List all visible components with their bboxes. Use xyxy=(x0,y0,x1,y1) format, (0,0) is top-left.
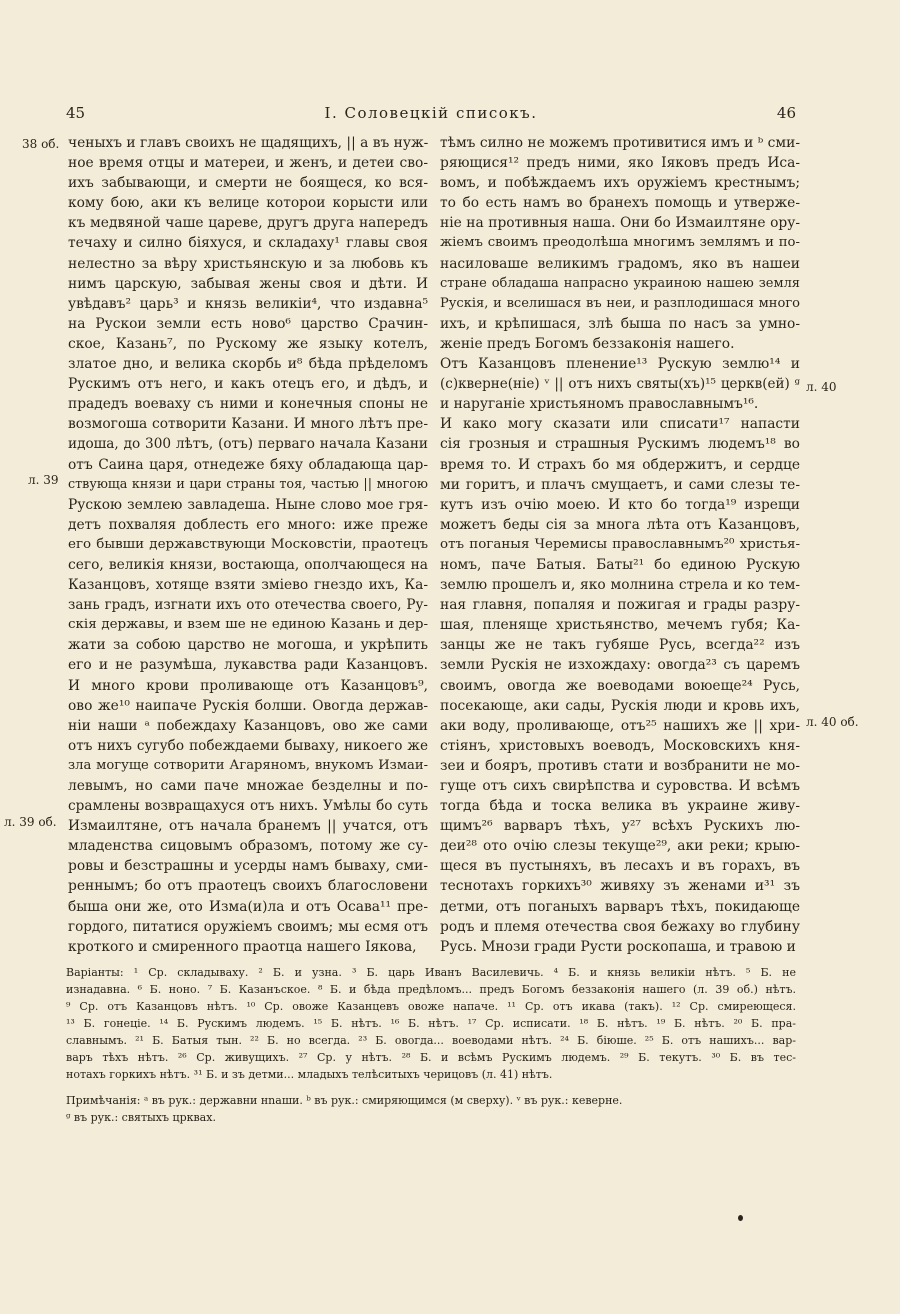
page-number-right: 46 xyxy=(776,104,796,122)
folio-note-left: 38 об. xyxy=(22,137,60,151)
text-line: Русь. Мнози гради Русти роскопаша, и травою и xyxy=(440,938,796,955)
text-line: ченыхъ и главъ своихъ не щадящихъ, || а въ нуж- xyxy=(68,135,429,151)
folio-note-left: л. 39 xyxy=(28,473,59,487)
text-line: къ медвяной чаше цареве, другъ друга напередъ xyxy=(68,215,428,232)
text-line: щеся въ пустыняхъ, въ лесахъ и въ горахъ, въ xyxy=(440,858,800,875)
text-line: время то. И страхъ бо мя обдержитъ, и сердце xyxy=(440,456,800,473)
text-line: нiи наши ᵃ побеждаху Казанцовъ, ово же сами xyxy=(68,717,428,734)
text-line: возмогоша сотворити Казани. И много лѣтъ пре- xyxy=(68,416,428,433)
text-line: занцы же не такъ губяше Русь, всегда²² изъ xyxy=(440,637,800,654)
text-line: гордого, питатися оружіемъ своимъ; мы есмя отъ xyxy=(68,918,428,935)
text-line: ніе на противныя наша. Они бо Измаилтяне ору- xyxy=(440,215,800,232)
text-line: жати за собою царство не могоша, и укрѣпить xyxy=(68,637,428,654)
text-line: зеи и бояръ, противъ стати и возбранити не мо- xyxy=(440,757,800,774)
text-line: своимъ, овогда же воеводами воюеще²⁴ Русь, xyxy=(440,677,800,694)
text-line: Рускія, и вселишася въ неи, и разплодишася много xyxy=(440,295,800,311)
folio-note-right: л. 40 xyxy=(806,380,837,394)
page-header xyxy=(66,104,796,128)
text-line: аки воду, проливающе, отъ²⁵ нашихъ же || хри- xyxy=(440,717,800,734)
text-line: стіянъ, христовыхъ воеводъ, Московскихъ кня- xyxy=(440,737,800,754)
text-line: Рускою землею завладеша. Ныне слово мое гря- xyxy=(68,496,428,513)
text-line: сего, великія князи, востающа, ополчающеся на xyxy=(68,556,428,573)
text-line: младенства сицовымъ образомъ, потому же су- xyxy=(68,838,428,855)
text-line: И много крови проливающе отъ Казанцовъ⁹, xyxy=(68,677,428,694)
text-line: И како могу сказати или списати¹⁷ напасти xyxy=(440,416,800,433)
text-line: течаху и силно біяхуся, и складаху¹ главы своя xyxy=(68,235,428,252)
text-line: посекающе, аки сады, Рускія люди и кровь ихъ, xyxy=(440,697,800,714)
text-line: кому бою, аки къ велице которои корысти или xyxy=(68,195,428,212)
text-line: тѣмъ силно не можемъ противитися имъ и ᵇ сми- xyxy=(440,135,800,151)
folio-note-left: л. 39 об. xyxy=(4,815,57,829)
text-line: изнадавна. ⁶ Б. ноно. ⁷ Б. Казанъское. ⁸ Б. и бѣда предѣломъ... предъ Богомъ беззаконія нашего (л. 39 об.) нѣтъ. xyxy=(66,983,796,996)
text-line: Отъ Казанцовъ пленение¹³ Рускую землю¹⁴ и xyxy=(440,356,800,373)
text-line: ровы и безстрашны и усерды намъ бываху, сми- xyxy=(68,858,428,875)
text-line: детъ похваляя доблесть его много: иже преже xyxy=(68,516,428,533)
text-line: жіемъ своимъ преодолѣша многимъ землямъ и по- xyxy=(440,235,800,251)
text-line: стране обладаша напрасно украиною нашею земля xyxy=(440,275,800,291)
text-line: ᵍ въ рук.: святыхъ црквах. xyxy=(66,1111,216,1124)
text-line: зла могуще сотворити Агаряномъ, внукомъ Измаи- xyxy=(68,757,428,773)
text-line: златое дно, и велика скорбь и⁸ бѣда прѣделомъ xyxy=(68,356,428,373)
text-line: ми горитъ, и плачъ смущаетъ, и сами слезы те- xyxy=(440,476,800,493)
text-line: ная главня, попаляя и пожигая и грады разру- xyxy=(440,597,800,614)
text-line: нотахъ горкихъ нѣтъ. ³¹ Б. и зъ детми... младыхъ телѣситыхъ черицовъ (л. 41) нѣтъ. xyxy=(66,1068,553,1081)
text-line: щимъ²⁶ варваръ тѣхъ, у²⁷ всѣхъ Рускихъ лю- xyxy=(440,818,800,835)
text-line: и наруганіе христьяномъ православнымъ¹⁶. xyxy=(440,396,759,413)
text-line: ное время отцы и матереи, и женъ, и детеи сво- xyxy=(68,155,428,172)
text-line: (с)кверне(ніе) ᵛ || отъ нихъ святы(хъ)¹⁵ церкв(ей) ᵍ xyxy=(440,376,800,393)
text-line: ряющися¹² предъ ними, яко Іяковъ предъ Иса- xyxy=(440,155,800,172)
text-line: ово же¹⁰ наипаче Рускія болши. Овогда держав- xyxy=(68,697,428,714)
text-line: сія грозныя и страшныя Рускимъ людемъ¹⁸ во xyxy=(440,436,800,453)
text-line: Измаилтяне, отъ начала бранемъ || учатся, отъ xyxy=(68,818,428,835)
text-column-right xyxy=(440,133,800,957)
text-line: детми, отъ поганыхъ варваръ тѣхъ, покидающе xyxy=(440,898,800,915)
text-line: ¹³ Б. гонеціе. ¹⁴ Б. Рускимъ людемъ. ¹⁵ Б. нѣтъ. ¹⁶ Б. нѣтъ. ¹⁷ Ср. исписати. ¹⁸ Б. нѣтъ. ¹⁹ Б. нѣтъ. ²⁰ Б. пра- xyxy=(66,1017,796,1030)
text-line: отъ поганыя Черемисы православнымъ²⁰ христья- xyxy=(440,536,800,552)
text-line: его и не разумѣша, лукавства ради Казанцовъ. xyxy=(68,657,428,674)
text-line: шая, пленяще христьянство, мечемъ губя; Ка- xyxy=(440,617,800,634)
footnotes xyxy=(66,1092,796,1126)
text-line: идоша, до 300 лѣтъ, (отъ) перваго начала Казани xyxy=(68,436,428,453)
text-line: кроткого и смиренного праотца нашего Іякова, xyxy=(68,938,417,955)
variant-readings xyxy=(66,964,796,1083)
text-line: деи²⁸ ото очію слезы текуще²⁹, аки реки; крыю- xyxy=(440,838,800,855)
text-line: землю прошелъ и, яко молнина стрела и ко тем- xyxy=(440,577,800,594)
text-line: ихъ, и крѣпишася, злѣ быша по насъ за умно- xyxy=(440,315,800,332)
text-line: женіе предъ Богомъ беззаконія нашего. xyxy=(440,335,735,352)
text-line: то бо есть намъ во бранехъ помощь и утверже- xyxy=(440,195,800,212)
text-line: Варіанты: ¹ Ср. складываху. ² Б. и узна. ³ Б. царь Иванъ Василевичь. ⁴ Б. и князь великіи нѣтъ. ⁵ Б. не xyxy=(66,966,796,979)
running-title: I. Соловецкій списокъ. xyxy=(324,104,538,122)
text-line: ихъ забывающи, и смерти не боящеся, ко вся- xyxy=(68,175,428,192)
text-line: быша они же, ото Изма(и)ла и отъ Осава¹¹ пре- xyxy=(68,898,428,915)
text-line: срамлены возвращахуся отъ нихъ. Умѣлы бо суть xyxy=(68,798,428,815)
ink-spot xyxy=(738,1215,743,1221)
text-column-left xyxy=(68,133,428,957)
text-line: родъ и племя отечества своя бежаху во глубину xyxy=(440,918,800,935)
text-line: на Рускои земли есть ново⁶ царство Срачин- xyxy=(68,315,428,332)
text-line: зань градъ, изгнати ихъ ото отечества своего, Ру- xyxy=(68,597,428,614)
text-line: тогда бѣда и тоска велика въ украине живу- xyxy=(440,798,800,815)
text-line: кутъ изъ очію моею. И кто бо тогда¹⁹ изрещи xyxy=(440,496,800,513)
text-line: славнымъ. ²¹ Б. Батыя тын. ²² Б. но всегда. ²³ Б. овогда... воеводами нѣтъ. ²⁴ Б. біюше. ²⁵ Б. отъ нашихъ... вар- xyxy=(66,1034,796,1047)
text-line: можетъ беды сія за многа лѣта отъ Казанцовъ, xyxy=(440,516,800,533)
text-line: нимъ царскую, забывая жены своя и дѣти. И xyxy=(68,275,428,292)
text-line: вомъ, и побѣждаемъ ихъ оружіемъ крестнымъ; xyxy=(440,175,800,192)
page-number-left: 45 xyxy=(66,104,86,122)
text-line: ское, Казань⁷, по Рускому же языку котелъ, xyxy=(68,335,428,352)
text-line: Рускимъ отъ него, и какъ отецъ его, и дѣдъ, и xyxy=(68,376,428,393)
text-line: номъ, паче Батыя. Баты²¹ бо единою Рускую xyxy=(440,556,800,573)
text-line: Казанцовъ, хотяще взяти зміево гнездо ихъ, Ка- xyxy=(68,577,428,594)
text-line: отъ Саина царя, отнедеже бяху обладающа цар- xyxy=(68,456,428,473)
text-line: левымъ, но сами паче множае безделны и по- xyxy=(68,778,428,794)
text-line: отъ нихъ сугубо побеждаеми бываху, никоего же xyxy=(68,737,428,754)
text-line: Примѣчанія: ᵃ въ рук.: державни нnаши. ᵇ въ рук.: смиряющимся (м сверху). ᵛ въ рук.: кеверне. xyxy=(66,1094,623,1107)
text-line: его бывши державствующи Московстіи, праотецъ xyxy=(68,536,428,552)
text-line: земли Рускія не изхождаху: овогда²³ съ царемъ xyxy=(440,657,800,674)
text-line: насиловаше великимъ градомъ, яко въ нашеи xyxy=(440,255,800,272)
text-line: реннымъ; бо отъ праотецъ своихъ благословени xyxy=(68,878,428,895)
text-line: скія державы, и взем ше не единою Казань и дер- xyxy=(68,617,428,633)
text-line: ⁹ Ср. отъ Казанцовъ нѣтъ. ¹⁰ Ср. овоже Казанцевъ овоже напачe. ¹¹ Ср. отъ икава (такъ). ¹² Ср. смиреющеся. xyxy=(66,1000,796,1013)
text-line: ствующа князи и цари страны тоя, частью || многою xyxy=(68,476,428,492)
text-line: теснотахъ горкихъ³⁰ живяху зъ женами и³¹ зъ xyxy=(440,878,800,895)
text-line: увѣдавъ² царь³ и князь великіи⁴, что издавна⁵ xyxy=(68,295,428,312)
text-line: прадедъ воеваху съ ними и конечныя споны не xyxy=(68,396,428,413)
folio-note-right: л. 40 об. xyxy=(806,715,859,729)
text-line: варъ тѣхъ нѣтъ. ²⁶ Ср. живущихъ. ²⁷ Ср. у нѣтъ. ²⁸ Б. и всѣмъ Рускимъ людемъ. ²⁹ Б. текутъ. ³⁰ Б. въ тес- xyxy=(66,1051,796,1064)
text-line: нелестно за вѣру христьянскую и за любовь къ xyxy=(68,255,428,272)
text-line: гуще отъ сихъ свирѣпства и суровства. И всѣмъ xyxy=(440,778,800,794)
